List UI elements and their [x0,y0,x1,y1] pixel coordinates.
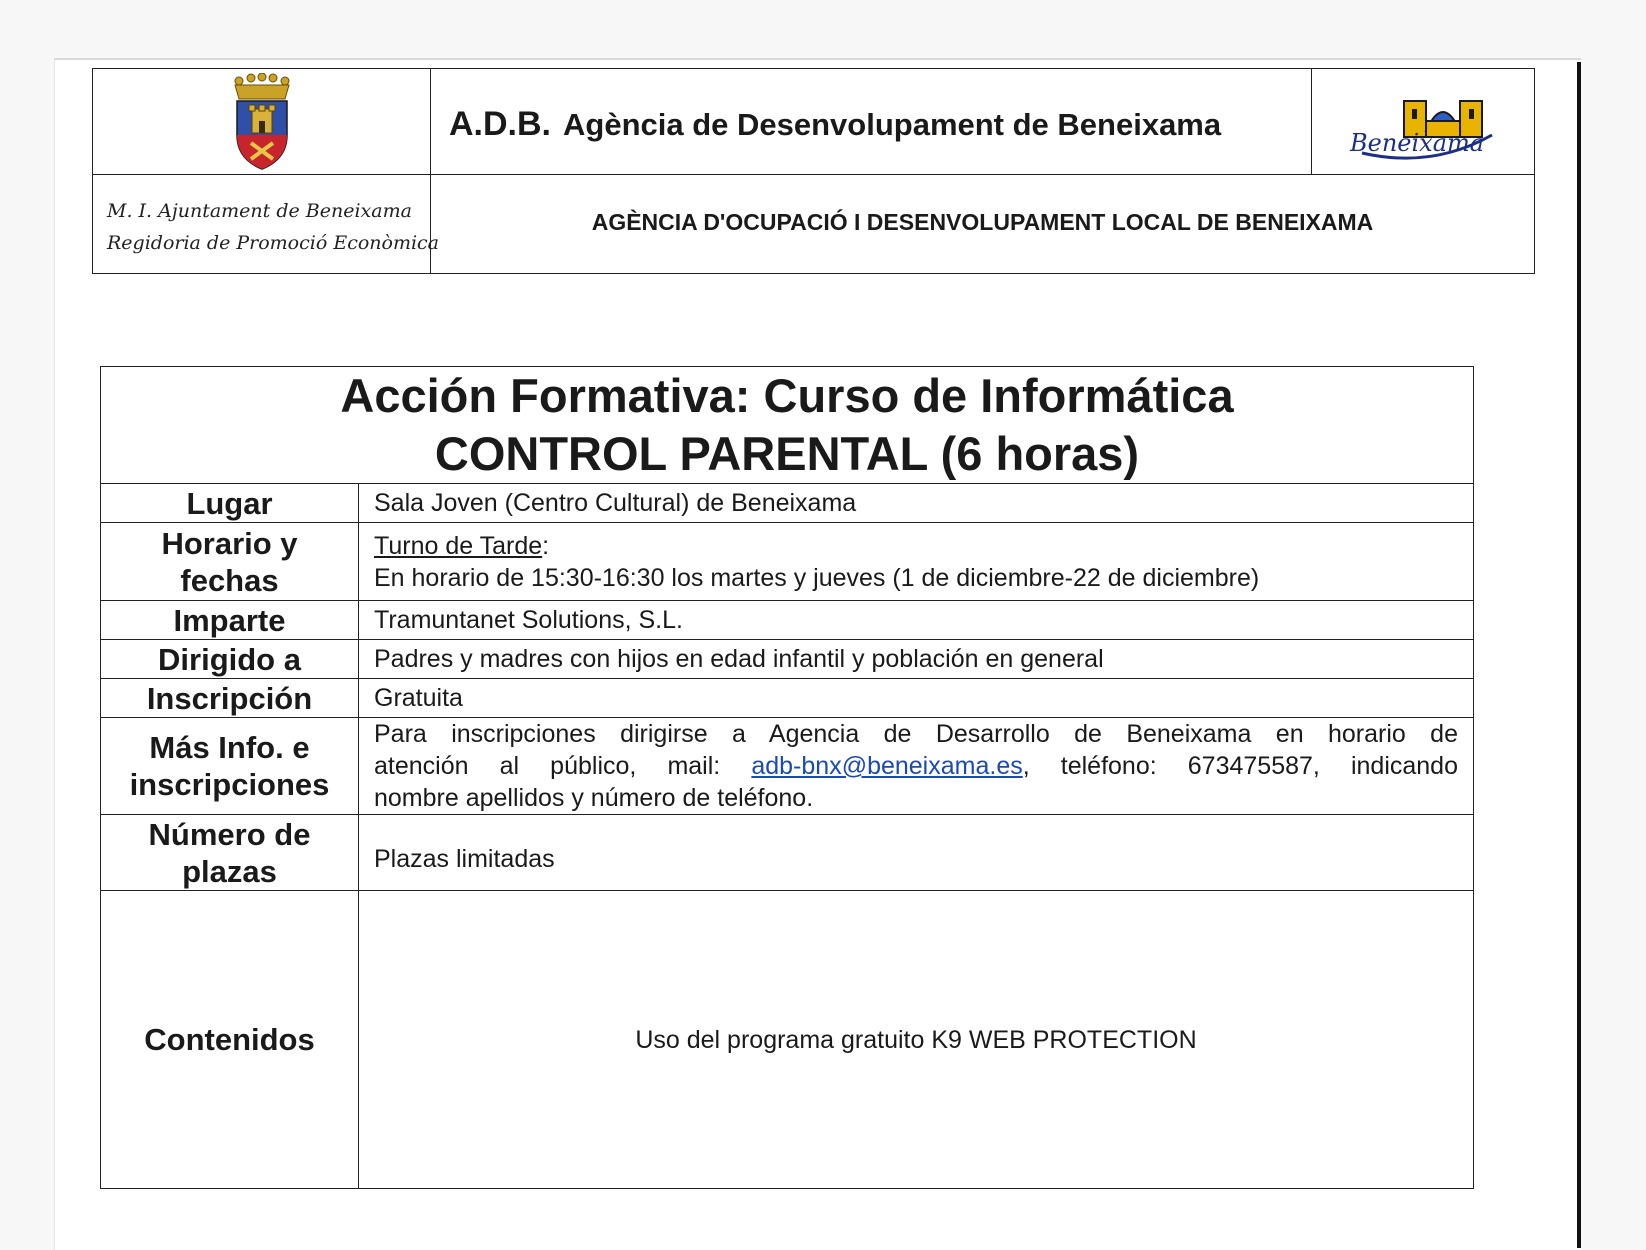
table-row [101,891,1474,1189]
row-label-dirigido: Dirigido a [101,640,359,679]
agency-title-cell [431,69,1311,175]
council-signature-cell [93,175,440,273]
crest-cell [93,69,431,175]
row-label-lugar: Lugar [101,484,359,523]
email-link[interactable]: adb-bnx@beneixama.es [751,752,1023,780]
agency-name: Agència de Desenvolupament de Beneixama [563,107,1222,142]
municipal-crest-icon [227,73,297,173]
row-value-lugar: Sala Joven (Centro Cultural) de Beneixama [359,484,1474,523]
table-row [101,640,1474,679]
row-value-inscripcion: Gratuita [359,679,1474,718]
town-logo-cell [1311,69,1534,175]
info-line-2-pre: atención al público, mail: [374,752,721,780]
table-row [101,601,1474,640]
horario-detail: En horario de 15:30-16:30 los martes y jueves (1 de diciembre-22 de diciembre) [374,563,1260,592]
label-line: Número de [148,816,311,852]
row-value-horario [359,523,1474,601]
agency-abbr: A.D.B. [449,105,551,143]
course-title-line-1: Acción Formativa: Curso de Informática [340,369,1234,422]
scan-edge [1577,62,1581,1248]
signature-line-2: Regidoria de Promoció Econòmica [107,232,440,254]
subtitle-cell [431,175,1534,273]
turno-suffix: : [542,531,550,560]
row-label-info [101,718,359,815]
label-line: fechas [180,562,279,598]
council-signature [107,195,439,259]
row-label-imparte: Imparte [101,601,359,640]
row-value-info [359,718,1474,815]
label-line: Más Info. e [149,730,310,765]
row-label-contenidos: Contenidos [101,891,359,1189]
label-line: plazas [182,853,277,889]
signature-line-1: M. I. Ajuntament de Beneixama [107,200,412,222]
title-row [101,367,1474,484]
course-title [101,367,1474,484]
table-row [101,815,1474,891]
row-value-contenidos: Uso del programa gratuito K9 WEB PROTECTION [359,891,1474,1189]
row-value-imparte: Tramuntanet Solutions, S.L. [359,601,1474,640]
row-label-plazas [101,815,359,891]
table-row [101,718,1474,815]
agency-title [449,105,1221,144]
row-value-dirigido: Padres y madres con hijos en edad infantil y población en general [359,640,1474,679]
label-line: Horario y [161,525,298,561]
row-label-inscripcion: Inscripción [101,679,359,718]
turno-line [374,530,1458,562]
letterhead [92,68,1535,274]
table-row [101,484,1474,523]
row-label-horario [101,523,359,601]
info-line-2 [374,750,1458,782]
info-line-1: Para inscripciones dirigirse a Agencia de Desarrollo de Beneixama en horario de [374,720,1458,748]
label-line: inscripciones [129,767,330,802]
agency-subtitle: AGÈNCIA D'OCUPACIÓ I DESENVOLUPAMENT LOCAL DE BENEIXAMA [591,209,1374,235]
info-line-2-post: , teléfono: 673475587, indicando [1022,752,1458,780]
table-row [101,523,1474,601]
row-value-plazas: Plazas limitadas [359,815,1474,891]
table-row [101,679,1474,718]
town-logo-word: Beneixama [1350,129,1485,157]
info-line-3: nombre apellidos y número de teléfono. [374,784,814,812]
course-info-table [100,366,1474,1189]
course-title-line-2: CONTROL PARENTAL (6 horas) [434,427,1140,480]
turno-text: Turno de Tarde [374,531,543,560]
